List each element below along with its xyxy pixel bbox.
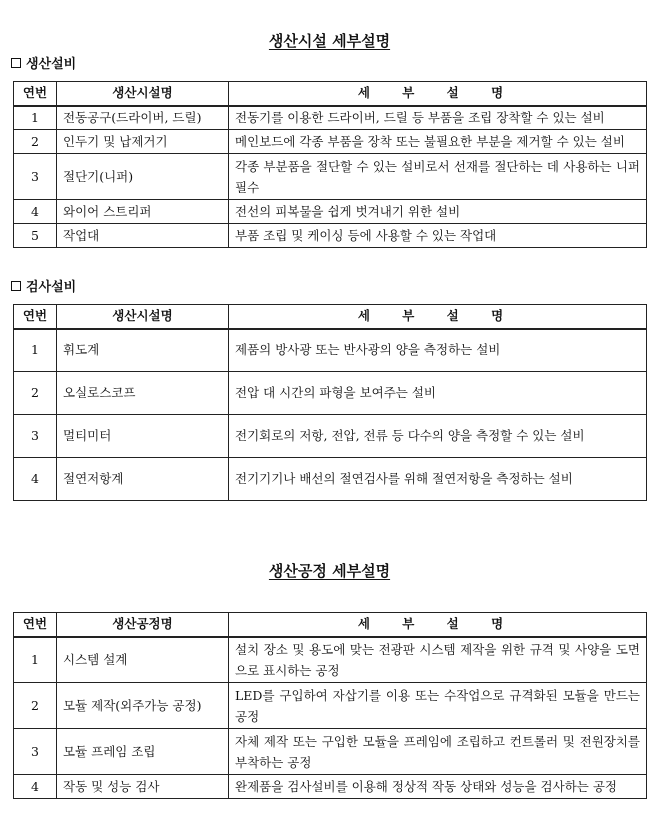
table-row — [14, 637, 647, 683]
table-header-row — [14, 82, 647, 106]
row-name: 모듈 프레임 조립 — [57, 729, 229, 775]
header-desc: 세 부 설 명 — [229, 305, 647, 329]
row-no: 3 — [14, 729, 57, 775]
row-no: 5 — [14, 224, 57, 248]
row-no: 4 — [14, 200, 57, 224]
row-no: 1 — [14, 106, 57, 130]
table-row — [14, 130, 647, 154]
section-heading-production — [11, 53, 76, 72]
row-name: 인두기 및 납제거기 — [57, 130, 229, 154]
row-desc: 전동기를 이용한 드라이버, 드릴 등 부품을 조립 장착할 수 있는 설비 — [229, 106, 647, 130]
production-process-table — [13, 612, 647, 799]
table-row — [14, 224, 647, 248]
row-desc: 전압 대 시간의 파형을 보여주는 설비 — [229, 372, 647, 415]
process-title: 생산공정 세부설명 — [268, 562, 391, 580]
row-desc: 전기회로의 저항, 전압, 전류 등 다수의 양을 측정할 수 있는 설비 — [229, 415, 647, 458]
checkbox-square-icon — [11, 281, 21, 291]
checkbox-square-icon — [11, 58, 21, 68]
table-row — [14, 683, 647, 729]
row-desc: LED를 구입하여 자삽기를 이용 또는 수작업으로 규격화된 모듈을 만드는 공정 — [229, 683, 647, 729]
row-no: 1 — [14, 329, 57, 372]
row-no: 1 — [14, 637, 57, 683]
table-row — [14, 415, 647, 458]
row-no: 4 — [14, 775, 57, 799]
section-heading-label: 검사설비 — [26, 280, 77, 295]
row-name: 모듈 제작(외주가능 공정) — [57, 683, 229, 729]
row-desc: 설치 장소 및 용도에 맞는 전광판 시스템 제작을 위한 규격 및 사양을 도면으로 표시하는 공정 — [229, 637, 647, 683]
row-no: 4 — [14, 458, 57, 501]
row-name: 절연저항계 — [57, 458, 229, 501]
header-no: 연번 — [14, 82, 57, 106]
row-name: 절단기(니퍼) — [57, 154, 229, 200]
production-equipment-table — [13, 81, 647, 248]
table-header-row — [14, 305, 647, 329]
row-name: 전동공구(드라이버, 드릴) — [57, 106, 229, 130]
table-row — [14, 329, 647, 372]
row-name: 시스템 설계 — [57, 637, 229, 683]
row-no: 3 — [14, 415, 57, 458]
row-desc: 각종 부분품을 절단할 수 있는 설비로서 선재를 절단하는 데 사용하는 니퍼 필수 — [229, 154, 647, 200]
table-row — [14, 154, 647, 200]
row-desc: 전기기기나 배선의 절연검사를 위해 절연저항을 측정하는 설비 — [229, 458, 647, 501]
row-name: 작동 및 성능 검사 — [57, 775, 229, 799]
row-name: 멀티미터 — [57, 415, 229, 458]
row-desc: 완제품을 검사설비를 이용해 정상적 작동 상태와 성능을 검사하는 공정 — [229, 775, 647, 799]
row-desc: 전선의 피복물을 쉽게 벗겨내기 위한 설비 — [229, 200, 647, 224]
page-title: 생산시설 세부설명 — [268, 32, 391, 50]
table-row — [14, 372, 647, 415]
header-desc: 세 부 설 명 — [229, 613, 647, 637]
row-name: 오실로스코프 — [57, 372, 229, 415]
row-name: 휘도계 — [57, 329, 229, 372]
row-name: 작업대 — [57, 224, 229, 248]
table-row — [14, 458, 647, 501]
header-name: 생산시설명 — [57, 305, 229, 329]
table-row — [14, 106, 647, 130]
row-no: 2 — [14, 130, 57, 154]
section-heading-inspection — [11, 276, 76, 295]
header-no: 연번 — [14, 305, 57, 329]
table-row — [14, 200, 647, 224]
inspection-equipment-table — [13, 304, 647, 501]
row-desc: 메인보드에 각종 부품을 장착 또는 불필요한 부분을 제거할 수 있는 설비 — [229, 130, 647, 154]
table-row — [14, 775, 647, 799]
section-heading-label: 생산설비 — [26, 57, 77, 72]
header-name: 생산공정명 — [57, 613, 229, 637]
row-no: 2 — [14, 683, 57, 729]
table-row — [14, 729, 647, 775]
row-name: 와이어 스트리퍼 — [57, 200, 229, 224]
row-desc: 부품 조립 및 케이싱 등에 사용할 수 있는 작업대 — [229, 224, 647, 248]
row-no: 3 — [14, 154, 57, 200]
table-header-row — [14, 613, 647, 637]
header-no: 연번 — [14, 613, 57, 637]
row-desc: 제품의 방사광 또는 반사광의 양을 측정하는 설비 — [229, 329, 647, 372]
row-desc: 자체 제작 또는 구입한 모듈을 프레임에 조립하고 컨트롤러 및 전원장치를 부착하는 공정 — [229, 729, 647, 775]
header-desc: 세 부 설 명 — [229, 82, 647, 106]
header-name: 생산시설명 — [57, 82, 229, 106]
row-no: 2 — [14, 372, 57, 415]
